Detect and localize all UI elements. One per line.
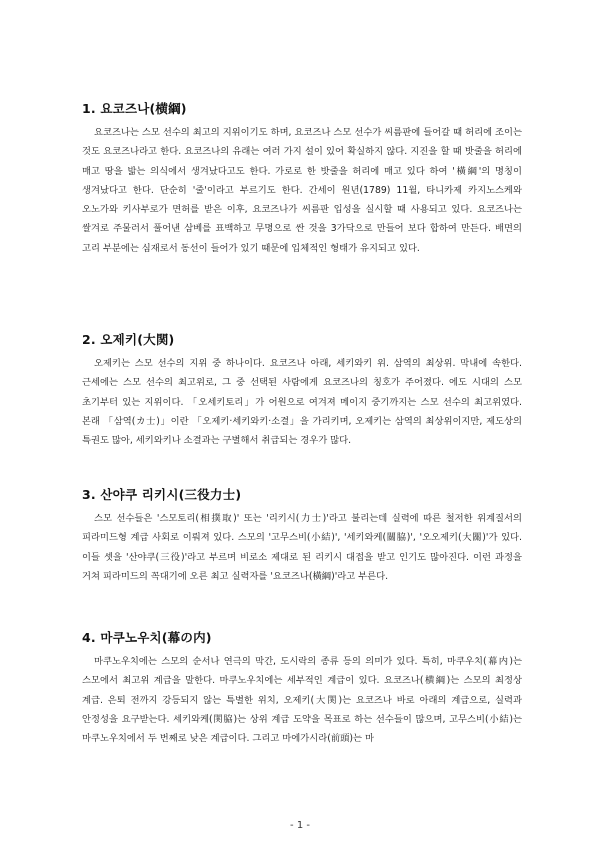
section-ozeki bbox=[82, 330, 522, 450]
section-body: 요코즈나는 스모 선수의 최고의 지위이기도 하며, 요코즈나 스모 선수가 씨름판에 들어갈 때 허리에 조이는 것도 요코즈나라고 한다. 요코즈나의 유래는 여러 가지 설이 있어 확실하지 않다. 지진을 할 때 밧줄을 허리에 매고 땅을 밟는 의식에서 생겨났다고도 한다. 가로로 한 밧줄을 허리에 매고 있다 하여 '橫綱'의 명칭이 생겨났다고 한다. 단순히 '줄'이라고 부르기도 한다. 간세이 원년(1789) 11월, 타니카제 카지노스케와 오노가와 키사부로가 면허를 받은 이후, 요코즈나가 씨름판 입성을 실시할 때 사용되고 있다. 요코즈나는 쌀겨로 주물러서 풀어낸 삼베를 표백하고 무명으로 싼 것을 3가닥으로 만들어 보다 합하여 만든다. 배면의 고리 부분에는 심재로서 동선이 들어가 있기 때문에 입체적인 형태가 유지되고 있다. bbox=[82, 127, 522, 254]
section-body: 스모 선수들은 '스모토리(相撲取)' 또는 '리키시(力士)'라고 불리는데 실력에 따른 철저한 위계질서의 피라미드형 계급 사회로 이뤄져 있다. 스모의 '고무스비(小結)', '세키와케(關脇)', '오오제키(大關)'가 있다. 이들 셋을 '산야쿠(三役)'라고 부르며 비로소 제대로 된 리키시 대접을 받고 인기도 많아진다. 이런 과정을 거쳐 피라미드의 꼭대기에 오른 최고 실력자를 '요코즈나(橫綱)'라고 부른다. bbox=[82, 513, 522, 582]
section-yokozuna bbox=[82, 99, 522, 258]
section-sanyaku bbox=[82, 485, 522, 586]
section-heading: 2. 오제키(大関) bbox=[82, 332, 175, 347]
page-number: - 1 - bbox=[290, 820, 310, 831]
section-heading: 1. 요코즈나(横綱) bbox=[82, 101, 187, 116]
section-body: 마쿠노우치에는 스모의 순서나 연극의 막간, 도시락의 종류 등의 의미가 있다. 특히, 마쿠우치(幕内)는 스모에서 최고위 계급을 말한다. 마쿠노우치에는 세부적인 계급이 있다. 요코즈나(横綱)는 스모의 최정상 계급. 은퇴 전까지 강등되지 않는 특별한 위치, 오제키(大関)는 요코즈나 바로 아래의 계급으로, 실력과 안정성을 요구받는다. 세키와케(関脇)는 상위 계급 도약을 목표로 하는 선수들이 많으며, 고무스비(小結)는 마쿠노우치에서 두 번째로 낮은 계급이다. 그리고 마에가시라(前頭)는 마 bbox=[82, 656, 522, 745]
section-heading: 3. 산야쿠 리키시(三役力士) bbox=[82, 487, 242, 502]
section-makunouchi bbox=[82, 628, 522, 748]
section-body: 오제키는 스모 선수의 지위 중 하나이다. 요코즈나 아래, 세키와키 위. 삼역의 최상위. 막내에 속한다. 근세에는 스모 선수의 최고위로, 그 중 선택된 사람에게 요코즈나의 칭호가 주어졌다. 에도 시대의 스모 초기부터 있는 지위이다. 「오세키토리」가 어원으로 여겨져 메이지 중기까지는 스모 선수의 최고위였다. 본래 「삼역(カ士)」이란 「오제키·세키와키·소결」을 가리키며, 오제키는 삼역의 최상위이지만, 제도상의 특권도 많아, 세키와키나 소결과는 구별해서 취급되는 경우가 많다. bbox=[82, 358, 522, 447]
section-heading: 4. 마쿠노우치(幕の内) bbox=[82, 630, 212, 645]
